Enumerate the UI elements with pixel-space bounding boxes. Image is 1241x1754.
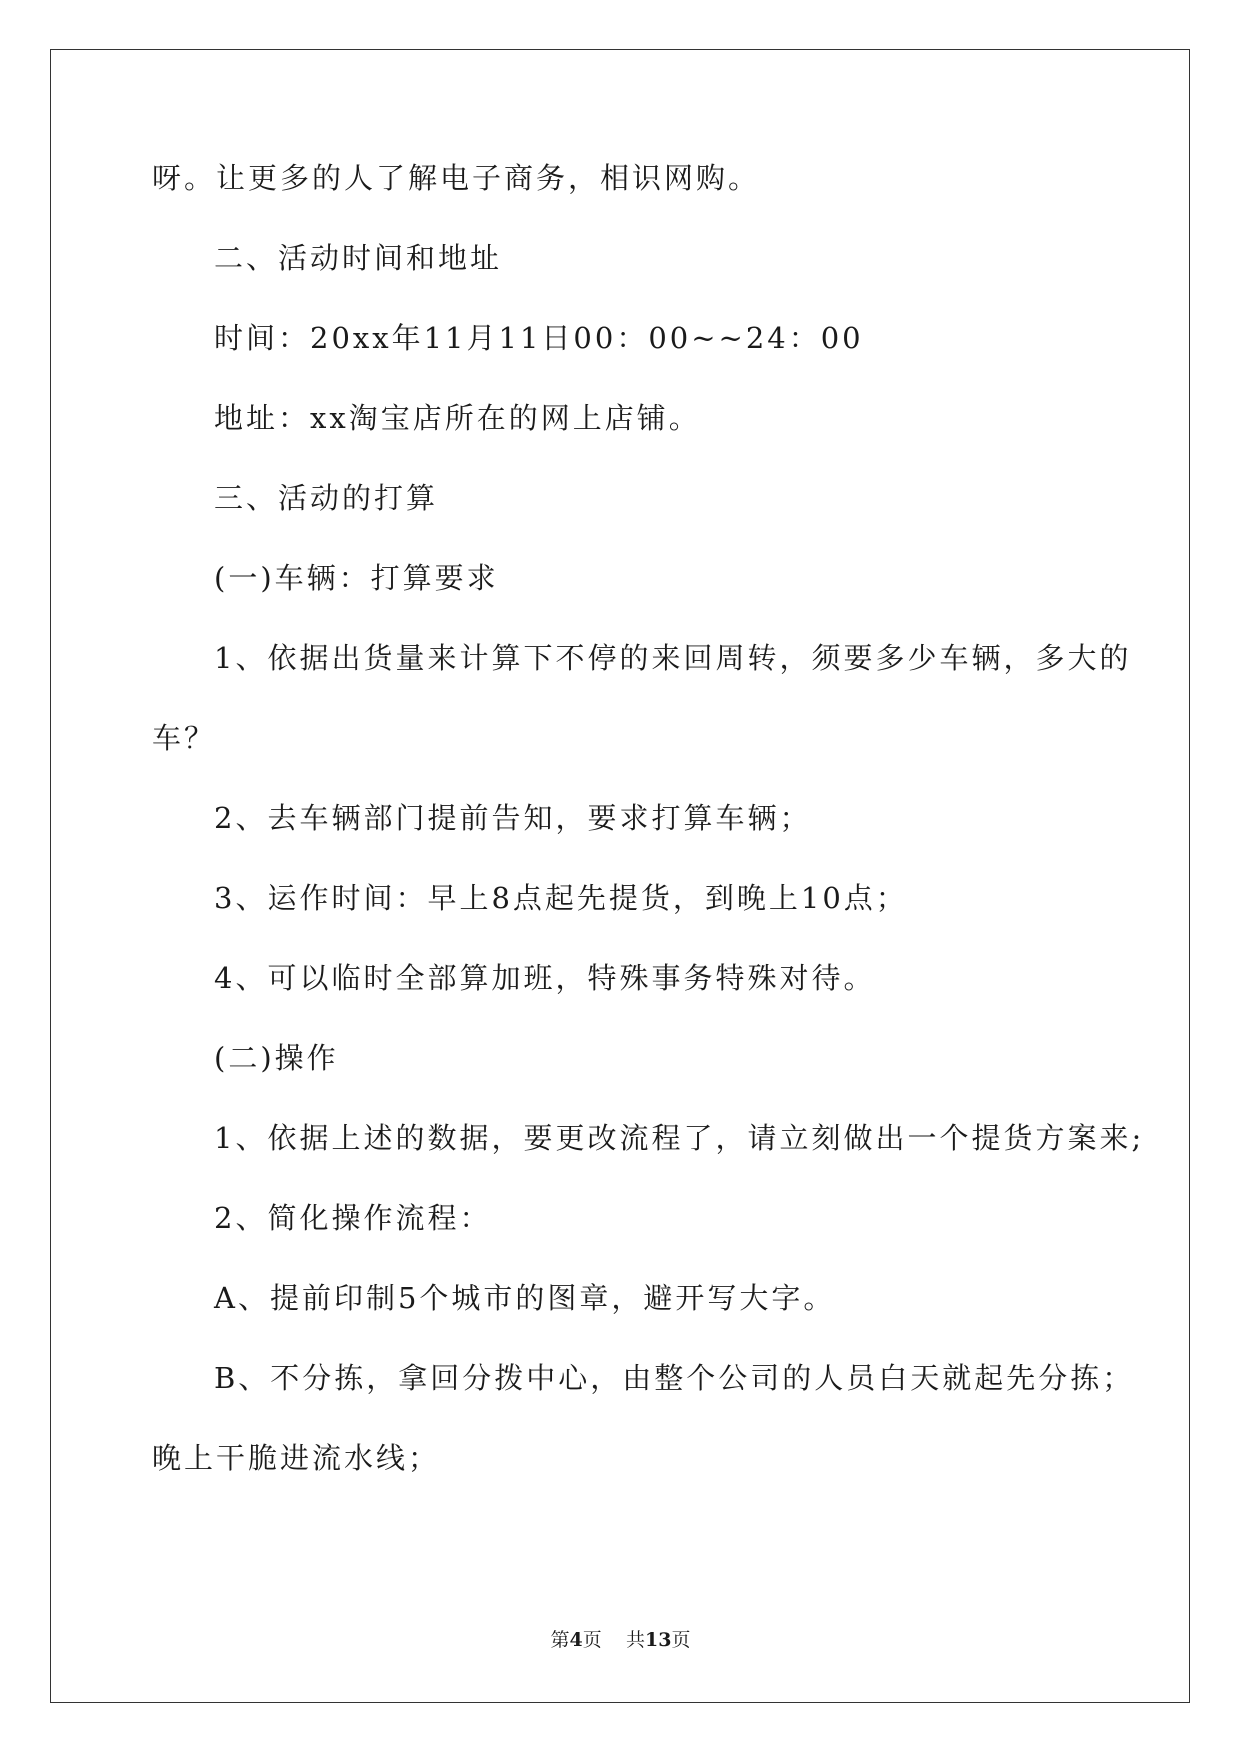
subsection-heading-operation: (二)操作 [214,1041,339,1075]
body-line-location: 地址：xx淘宝店所在的网上店铺。 [214,401,701,435]
footer-total-suffix: 页 [671,1629,691,1651]
footer-page-suffix: 页 [582,1629,602,1651]
footer-current-page: 4 [569,1629,583,1651]
section-heading-plan: 三、活动的打算 [214,481,439,515]
page-footer [0,1628,1241,1652]
subsection-heading-vehicles: (一)车辆：打算要求 [214,561,499,595]
body-line-1: 呀。让更多的人了解电子商务，相识网购。 [152,161,761,195]
footer-total-pages: 13 [644,1629,672,1651]
body-line-vehicles-3: 3、运作时间：早上8点起先提货，到晚上10点； [214,881,908,915]
body-line-vehicles-1: 1、依据出货量来计算下不停的来回周转，须要多少车辆，多大的 [214,641,1132,675]
body-line-vehicles-1-cont: 车？ [152,721,217,755]
footer-total-prefix: 共 [625,1629,645,1651]
body-line-operation-a: A、提前印制5个城市的图章，避开写大字。 [214,1281,836,1315]
body-line-vehicles-4: 4、可以临时全部算加班，特殊事务特殊对待。 [214,961,876,995]
body-line-time: 时间：20xx年11月11日00：00~~24：00 [214,321,864,355]
section-heading-time-location: 二、活动时间和地址 [214,241,503,275]
body-line-operation-1: 1、依据上述的数据，要更改流程了，请立刻做出一个提货方案来; [214,1121,1145,1155]
body-line-vehicles-2: 2、去车辆部门提前告知，要求打算车辆； [214,801,812,835]
body-line-operation-2: 2、简化操作流程： [214,1201,492,1235]
footer-prefix: 第 [550,1629,570,1651]
body-line-operation-b-cont: 晚上干脆进流水线； [152,1441,441,1475]
body-line-operation-b: B、不分拣，拿回分拨中心，由整个公司的人员白天就起先分拣； [214,1361,1135,1395]
